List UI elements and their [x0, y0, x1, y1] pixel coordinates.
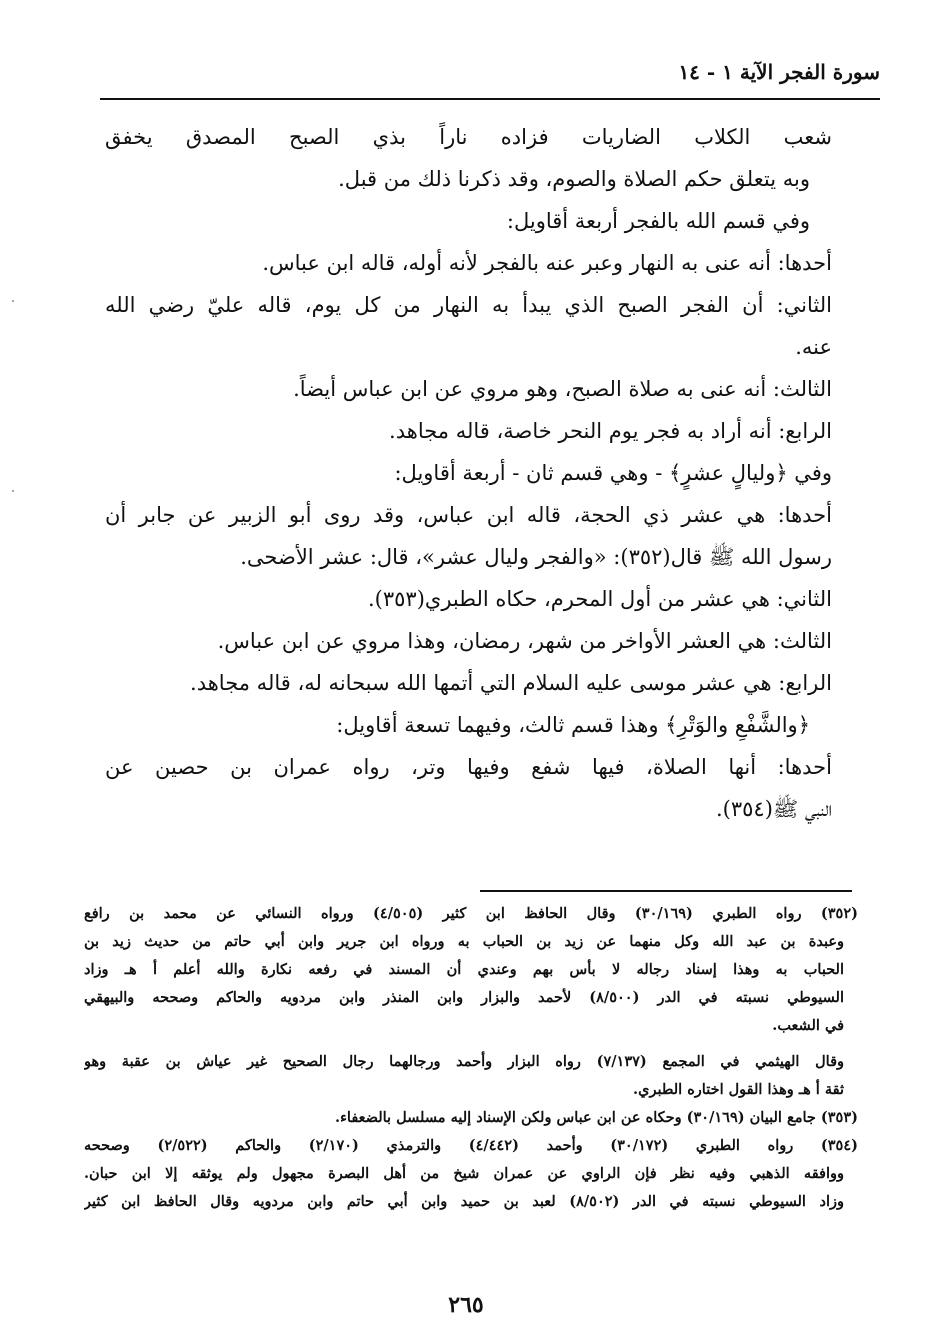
footnote-separator — [480, 890, 852, 892]
footnote-line: ووافقه الذهبي وفيه نظر فإن الراوي عن عمران شيخ من أهل البصرة مجهول ولم يوثقه إلا ابن حبان. — [84, 1165, 844, 1182]
header-rule — [100, 98, 880, 100]
text-line: عنه. — [795, 335, 832, 359]
footnote-line: ثقة أ هـ وهذا القول اختاره الطبري. — [633, 1081, 844, 1098]
text-line: أحدها: أنه عنى به النهار وعبر عنه بالفجر لأنه أوله، قاله ابن عباس. — [262, 251, 832, 275]
scan-speck — [12, 490, 14, 492]
header-title: سورة الفجر الآية ١ - ١٤ — [678, 60, 880, 84]
poem-line: شعب الكلاب الضاريات فزاده ناراً بذي الصبح المصدق يخفق — [105, 125, 832, 149]
footnote-line: في الشعب. — [772, 1017, 844, 1034]
main-text — [105, 116, 832, 830]
text-line: الثالث: هي العشر الأواخر من شهر، رمضان، وهذا مروي عن ابن عباس. — [217, 629, 832, 653]
running-header — [100, 60, 880, 92]
footnote-line: السيوطي نسبته في الدر (٨/٥٠٠) لأحمد والبزار وابن المنذر وابن مردويه والحاكم وصححه والبيهقي — [84, 989, 844, 1006]
footnote-line: وزاد السيوطي نسبته في الدر (٨/٥٠٢) لعبد بن حميد وابن أبي حاتم وابن مردويه وقال الحافظ ابن كثير — [84, 1193, 844, 1210]
text-line: الثالث: أنه عنى به صلاة الصبح، وهو مروي عن ابن عباس أيضاً. — [293, 377, 832, 401]
footnote-line: (٣٥٢) رواه الطبري (٣٠/١٦٩) وقال الحافظ ابن كثير (٤/٥٠٥) ورواه النسائي عن محمد بن رافع — [84, 905, 858, 922]
text-line: رسول الله ﷺ قال(٣٥٢): «والفجر وليال عشر»، قال: عشر الأضحى. — [240, 545, 832, 569]
footnote-line: (٣٥٣) جامع البيان (٣٠/١٦٩) وحكاه عن ابن عباس ولكن الإسناد إليه مسلسل بالضعفاء. — [335, 1109, 858, 1126]
footnote-line: وعبدة بن عبد الله وكل منهما عن زيد بن الحباب به ورواه ابن جرير وابن أبي حاتم من حديث زيد بن — [84, 933, 844, 950]
text-line: ﴿والشَّفْعِ والوَتْرِ﴾ وهذا قسم ثالث، وفيهما تسعة أقاويل: — [336, 713, 810, 737]
text-line: الثاني: أن الفجر الصبح الذي يبدأ به النهار من كل يوم، قاله عليّ رضي الله — [105, 293, 832, 317]
text-line: وبه يتعلق حكم الصلاة والصوم، وقد ذكرنا ذلك من قبل. — [338, 167, 810, 191]
text-line: الرابع: هي عشر موسى عليه السلام التي أتمها الله سبحانه له، قاله مجاهد. — [190, 671, 832, 695]
text-line: وفي ﴿وليالٍ عشرٍ﴾ - وهي قسم ثان - أربعة أقاويل: — [394, 461, 832, 485]
text-line: وفي قسم الله بالفجر أربعة أقاويل: — [506, 209, 810, 233]
text-line: أحدها: هي عشر ذي الحجة، قاله ابن عباس، وقد روى أبو الزبير عن جابر أن — [105, 503, 832, 527]
footnote-line: (٣٥٤) رواه الطبري (٣٠/١٧٢) وأحمد (٤/٤٤٢) والترمذي (٢/١٧٠) والحاكم (٢/٥٢٢) وصححه — [84, 1137, 858, 1154]
page-number: ٢٦٥ — [448, 1292, 484, 1318]
footnote-line: الحباب به وهذا إسناد رجاله لا بأس بهم وعندي أن المسند في رفعه نكارة والله أعلم أ هـ وزاد — [84, 961, 844, 978]
scan-speck — [12, 300, 14, 302]
text-line: النبي ﷺ(٣٥٤). — [715, 797, 832, 821]
footnote-gap — [84, 1040, 858, 1048]
text-line: الثاني: هي عشر من أول المحرم، حكاه الطبري(٣٥٣). — [367, 587, 832, 611]
footnote-line: وقال الهيثمي في المجمع (٧/١٣٧) رواه البزار وأحمد ورجالهما رجال الصحيح غير عياش بن عقبة وهو — [84, 1053, 844, 1070]
text-line: الرابع: أنه أراد به فجر يوم النحر خاصة، قاله مجاهد. — [389, 419, 832, 443]
footnotes — [84, 900, 858, 1216]
text-line: أحدها: أنها الصلاة، فيها شفع وفيها وتر، رواه عمران بن حصين عن — [105, 755, 832, 779]
